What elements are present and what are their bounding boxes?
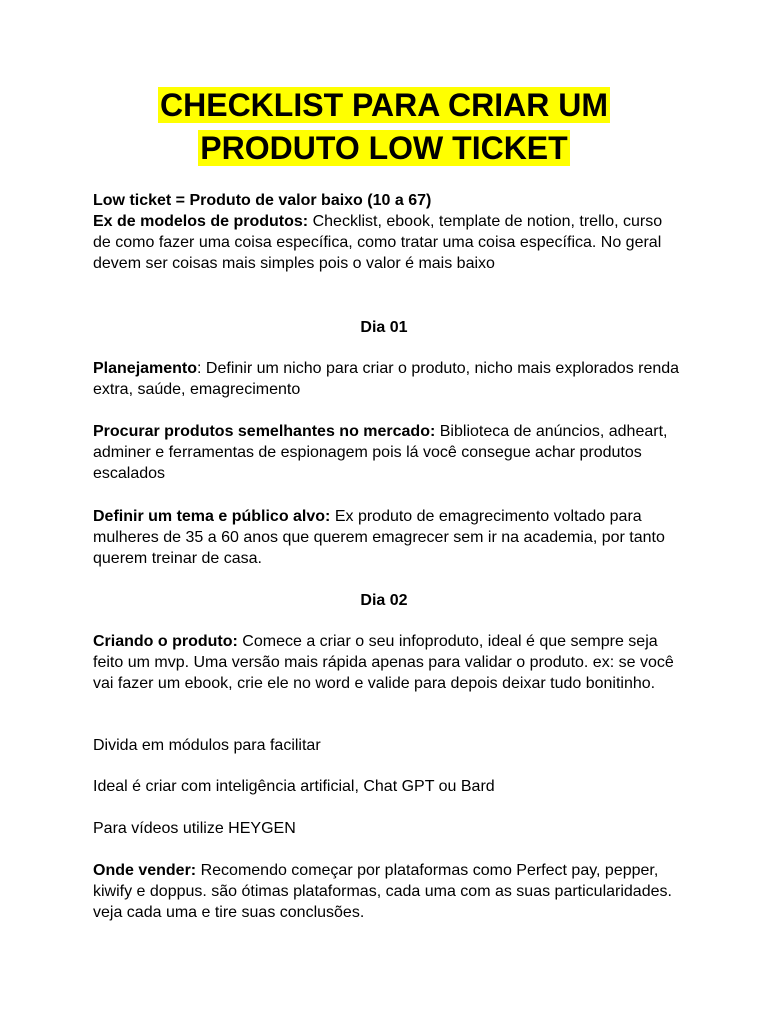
creating-product-text: Comece a criar o seu infoproduto, ideal é que sempre seja feito um mvp. Uma versão mais rápida apenas para validar o produto. ex: se você vai fazer um ebook, crie ele no word e valide para depois deixar tudo bonitinho. (93, 633, 674, 692)
day-01-heading: Dia 01 (360, 319, 408, 336)
search-products-label: Procurar produtos semelhantes no mercado: (93, 423, 436, 440)
theme-audience-paragraph (93, 506, 683, 569)
where-to-sell-label: Onde vender: (93, 862, 197, 879)
theme-audience-label: Definir um tema e público alvo: (93, 508, 331, 525)
ai-paragraph: Ideal é criar com inteligência artificial, Chat GPT ou Bard (93, 778, 495, 795)
title-line-2: PRODUTO LOW TICKET (200, 130, 568, 166)
planning-text: : Definir um nicho para criar o produto, nicho mais explorados renda extra, saúde, emagrecimento (93, 360, 680, 398)
examples-text: Checklist, ebook, template de notion, trello, curso de como fazer uma coisa específica, como tratar uma coisa específica. No geral devem ser coisas mais simples pois o valor é mais baixo (93, 213, 663, 272)
planning-paragraph (93, 358, 683, 400)
search-products-text: Biblioteca de anúncios, adheart, adminer e ferramentas de espionagem pois lá você consegue achar produtos escalados (93, 423, 668, 482)
examples-label: Ex de modelos de produtos: (93, 213, 309, 230)
intro-paragraph (93, 190, 683, 274)
day-02-heading: Dia 02 (360, 592, 408, 609)
document-title (0, 84, 768, 170)
title-line-1: CHECKLIST PARA CRIAR UM (160, 87, 608, 123)
video-paragraph: Para vídeos utilize HEYGEN (93, 820, 296, 837)
low-ticket-definition: Low ticket = Produto de valor baixo (10 a 67) (93, 192, 432, 209)
modules-paragraph: Divida em módulos para facilitar (93, 737, 321, 754)
search-products-paragraph (93, 421, 683, 484)
where-to-sell-paragraph (93, 860, 683, 923)
where-to-sell-text: Recomendo começar por plataformas como Perfect pay, pepper, kiwify e doppus. são ótimas plataformas, cada uma com as suas particularidades. veja cada uma e tire suas conclusões. (93, 862, 672, 921)
theme-audience-text: Ex produto de emagrecimento voltado para mulheres de 35 a 60 anos que querem emagrecer sem ir na academia, por tanto querem treinar de casa. (93, 508, 665, 567)
creating-product-label: Criando o produto: (93, 633, 238, 650)
planning-label: Planejamento (93, 360, 198, 377)
creating-product-paragraph (93, 631, 683, 694)
